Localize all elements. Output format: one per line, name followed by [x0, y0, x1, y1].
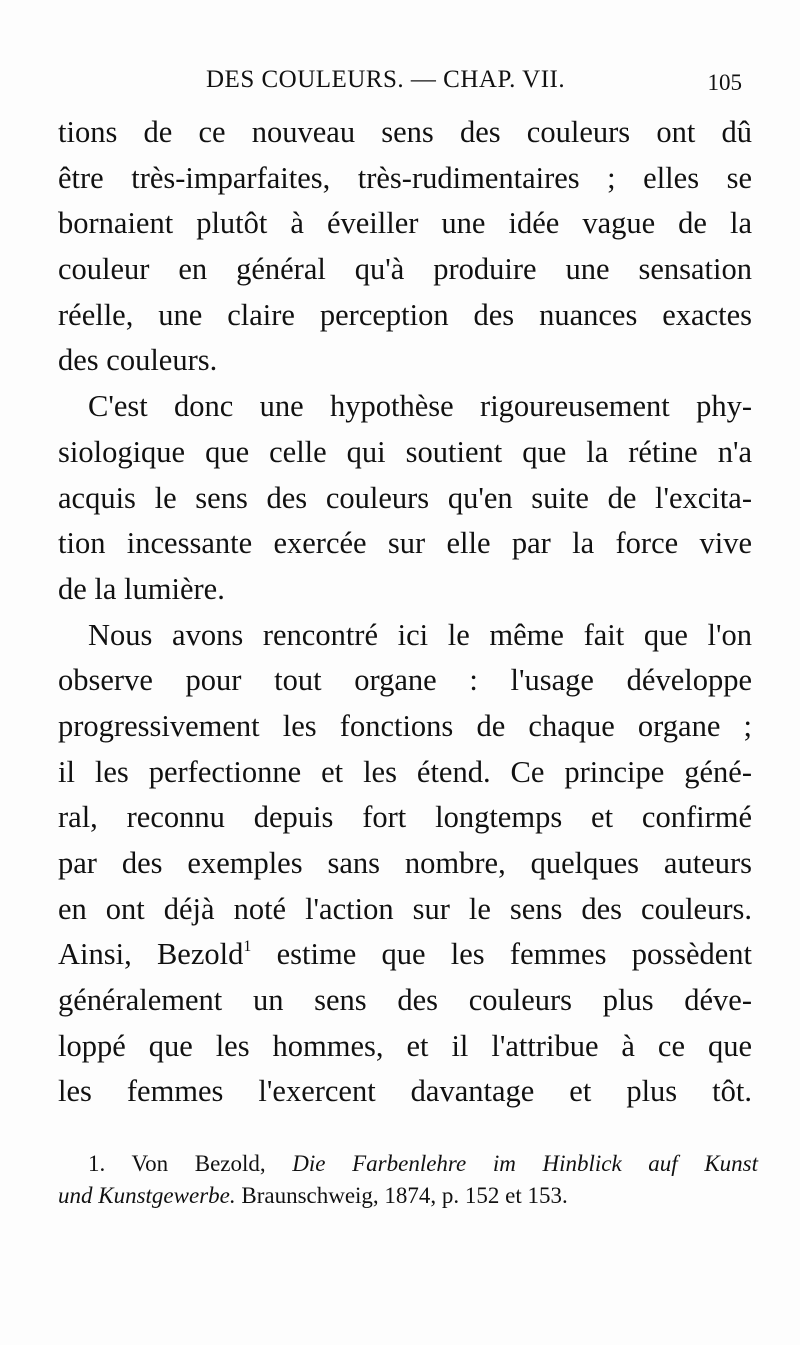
footnote-publication: Braunschweig, 1874, p. 152 et 153. — [241, 1183, 568, 1208]
running-head: DES COULEURS. — CHAP. VII. — [206, 66, 566, 93]
text-line: il les perfectionne et les étend. Ce principe géné- — [58, 754, 752, 789]
text-line: acquis le sens des couleurs qu'en suite de l'excita- — [58, 480, 752, 515]
text-line: observe pour tout organe : l'usage développe — [58, 663, 752, 698]
footnote-reference: 1 — [243, 938, 252, 956]
text-line: des couleurs. — [58, 343, 218, 378]
text-line: C'est donc une hypothèse rigoureusement phy- — [88, 389, 752, 424]
page-header — [58, 66, 760, 106]
text-line: couleur en général qu'à produire une sensation — [58, 252, 752, 287]
text-line: progressivement les fonctions de chaque organe ; — [58, 708, 752, 743]
text-fragment: estime que les femmes possèdent — [276, 937, 752, 972]
text-line: généralement un sens des couleurs plus déve- — [58, 983, 752, 1018]
text-line: loppé que les hommes, et il l'attribue à ce que — [58, 1028, 752, 1063]
text-line: de la lumière. — [58, 571, 225, 606]
text-line: être très-imparfaites, très-rudimentaires ; elles se — [58, 160, 752, 195]
text-line: par des exemples sans nombre, quelques auteurs — [58, 846, 752, 880]
footnote — [58, 1148, 758, 1212]
text-line: ral, reconnu depuis fort longtemps et confirmé — [58, 800, 752, 835]
text-line: en ont déjà noté l'action sur le sens des couleurs. — [58, 891, 752, 926]
text-line — [58, 932, 752, 978]
text-line: Nous avons rencontré ici le même fait que l'on — [88, 617, 752, 652]
page-number: 105 — [707, 70, 742, 95]
footnote-title: und Kunstgewerbe. — [58, 1183, 236, 1208]
footnote-title: Die Farbenlehre im Hinblick auf Kunst — [292, 1151, 759, 1176]
text-line: tions de ce nouveau sens des couleurs ont dû — [58, 115, 752, 149]
text-line: bornaient plutôt à éveiller une idée vague de la — [58, 206, 752, 241]
text-line: les femmes l'exercent davantage et plus tôt. — [58, 1074, 752, 1109]
footnote-author: Von Bezold, — [131, 1151, 266, 1176]
text-line: siologique que celle qui soutient que la rétine n'a — [58, 434, 752, 469]
text-fragment: Ainsi, Bezold — [58, 937, 244, 972]
footnote-marker: 1. — [88, 1151, 106, 1176]
body-text — [58, 110, 752, 1115]
text-line: réelle, une claire perception des nuances exactes — [58, 297, 752, 332]
footnote-line — [58, 1148, 758, 1180]
text-line: tion incessante exercée sur elle par la force vive — [58, 526, 752, 561]
footnote-line — [58, 1180, 758, 1212]
